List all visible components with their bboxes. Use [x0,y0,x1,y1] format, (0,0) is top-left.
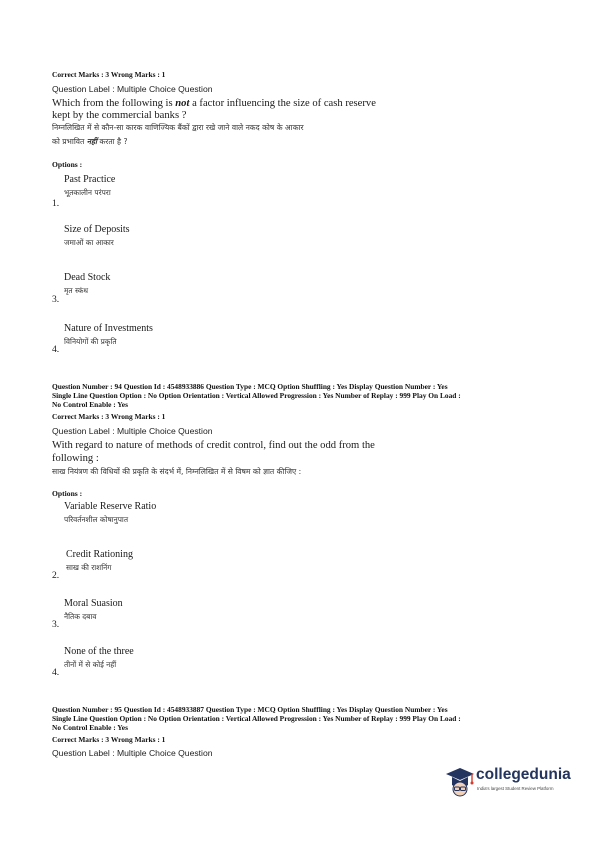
option-hindi-text: तीनों में से कोई नहीं [64,660,117,669]
option-hindi-text: साख की राशनिंग [66,563,112,572]
option-text: Past Practice [64,174,116,185]
option-text: Nature of Investments [64,323,153,334]
option-hindi-text: विनियोगों की प्रकृति [64,337,117,346]
graduation-cap-mascot-icon [444,765,476,799]
q93-options-heading: Options : [52,160,83,169]
q94-meta-line2: Single Line Question Option : No Option Orientation : Vertical Allowed Progression : Yes Number of Replay : 999 Play On Load : [52,391,461,400]
q95-meta-line2: Single Line Question Option : No Option Orientation : Vertical Allowed Progression : Yes Number of Replay : 999 Play On Load : [52,714,461,723]
option-text: None of the three [64,646,134,657]
logo-wordmark: collegedunia [476,766,571,783]
option-text: Size of Deposits [64,224,130,235]
logo-tagline: India's largest Student Review Platform [477,786,554,791]
q94-question-label: Question Label : Multiple Choice Question [52,426,213,436]
option-number: 3. [52,619,60,630]
option-hindi-text: भूतकालीन परंपरा [64,188,111,197]
option-text: Credit Rationing [66,549,133,560]
q93-hindi-text-line1: निम्नलिखित में से कौन-सा कारक वाणिज्यिक बैंकों द्वारा रखे जाने वाले नकद कोष के आकार [52,123,304,132]
q95-marks: Correct Marks : 3 Wrong Marks : 1 [52,735,166,744]
option-text: Moral Suasion [64,598,123,609]
q93-question-label: Question Label : Multiple Choice Question [52,84,213,94]
q95-meta-line3: No Control Enable : Yes [52,723,128,732]
collegedunia-logo [444,765,580,799]
q93-hindi-text-line2: को प्रभावित नहीं करता है ? [52,137,128,146]
q93-question-text-line1: Which from the following is not a factor influencing the size of cash reserve [52,98,376,109]
option-hindi-text: जमाओं का आकार [64,238,114,247]
option-hindi-text: परिवर्तनशील कोषानुपात [64,515,129,524]
q94-question-text-line2: following : [52,453,99,464]
q93-marks: Correct Marks : 3 Wrong Marks : 1 [52,70,166,79]
q94-meta-line1: Question Number : 94 Question Id : 4548933886 Question Type : MCQ Option Shuffling : Yes Display Question Number : Yes [52,382,448,391]
option-hindi-text: नैतिक दबाव [64,612,97,621]
q94-meta-line3: No Control Enable : Yes [52,400,128,409]
q94-options-heading: Options : [52,489,83,498]
q94-question-text-line1: With regard to nature of methods of credit control, find out the odd from the [52,440,375,451]
option-text: Dead Stock [64,272,111,283]
q94-hindi-text-line1: साख नियंत्रण की विधियों की प्रकृति के संदर्भ में, निम्नलिखित में से विषम को ज्ञात कीजिए : [52,467,302,476]
q95-question-label: Question Label : Multiple Choice Question [52,748,213,758]
q95-meta-line1: Question Number : 95 Question Id : 4548933887 Question Type : MCQ Option Shuffling : Yes Display Question Number : Yes [52,705,448,714]
option-number: 1. [52,198,60,209]
option-number: 3. [52,294,60,305]
q93-question-text-line2: kept by the commercial banks ? [52,110,187,121]
option-number: 4. [52,344,60,355]
q94-marks: Correct Marks : 3 Wrong Marks : 1 [52,412,166,421]
option-number: 2. [52,570,60,581]
option-number: 4. [52,667,60,678]
option-text: Variable Reserve Ratio [64,501,157,512]
option-hindi-text: मृत स्कंध [64,286,89,295]
